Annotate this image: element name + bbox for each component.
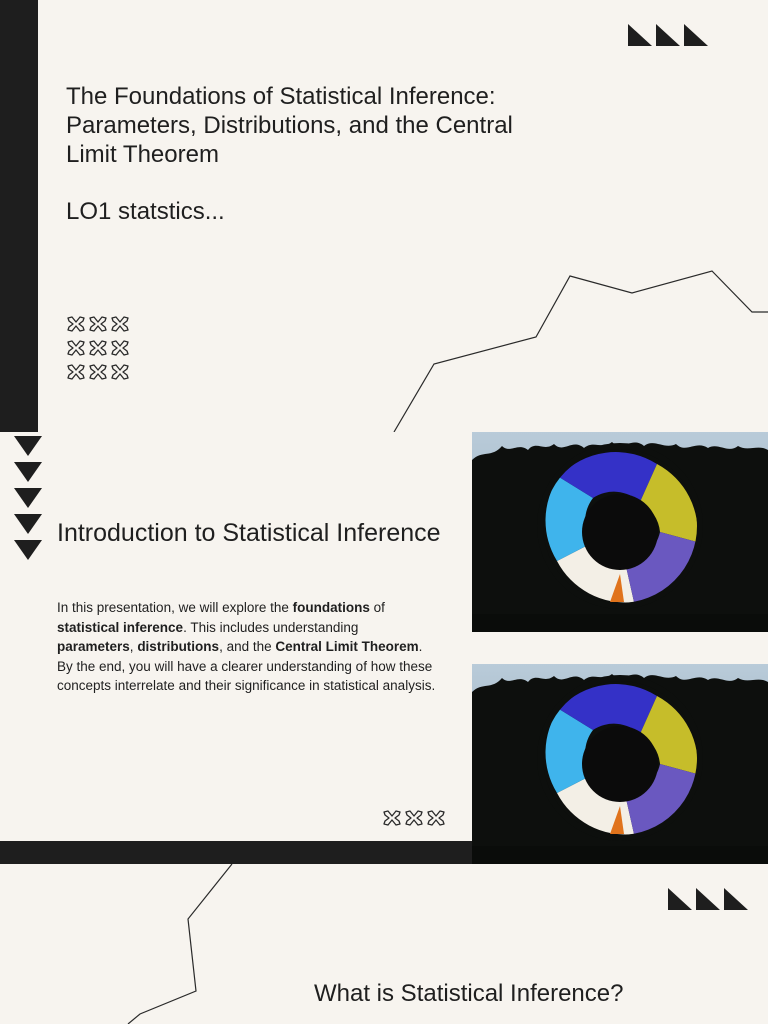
slide-title-3: What is Statistical Inference? xyxy=(314,980,624,1007)
paragraph-segment: Central Limit Theorem xyxy=(275,639,419,654)
paragraph-segment: of xyxy=(369,600,385,615)
slide-3 xyxy=(0,864,768,1024)
paragraph-segment: statistical inference xyxy=(57,619,184,635)
cross-mark-icon xyxy=(88,363,108,381)
cross-mark-icon xyxy=(88,315,108,333)
paragraph-segment: distributions xyxy=(137,639,220,654)
paragraph-segment: foundations xyxy=(292,600,370,615)
cross-mark-icon xyxy=(110,315,130,333)
paragraph-segment: In this presentation, we will explore the xyxy=(57,600,293,615)
cross-pattern-decoration xyxy=(66,315,132,387)
cross-mark-icon xyxy=(404,809,424,827)
cross-mark-icon xyxy=(382,809,402,827)
paragraph-segment: . This includes understanding xyxy=(183,619,359,635)
cross-mark-icon xyxy=(66,363,86,381)
slide-title: Introduction to Statistical Inference xyxy=(57,519,441,547)
paragraph-segment: . By the end, you will have a clearer understanding of how these concepts interrelate and their significance in statistical analysis. xyxy=(57,639,436,693)
cross-pattern-small-decoration xyxy=(382,809,448,833)
cross-mark-icon xyxy=(66,315,86,333)
triangles-decoration-2 xyxy=(668,888,748,910)
cross-mark-icon xyxy=(110,363,130,381)
down-triangles-decoration xyxy=(14,436,44,564)
color-wheel-photo xyxy=(472,432,768,632)
presentation-subtitle: LO1 statstics... xyxy=(66,198,225,225)
color-wheel-photo-2 xyxy=(472,664,768,864)
cross-mark-icon xyxy=(426,809,446,827)
slide-2 xyxy=(0,432,768,864)
paragraph-segment: , xyxy=(129,639,138,654)
cross-mark-icon xyxy=(88,339,108,357)
cross-mark-icon xyxy=(66,339,86,357)
paragraph-segment: parameters xyxy=(57,639,130,654)
intro-paragraph xyxy=(57,598,437,696)
paragraph-segment: , and the xyxy=(219,639,276,654)
bottom-accent-bar xyxy=(0,841,472,864)
presentation-title: The Foundations of Statistical Inference: Parameters, Distributions, and the Central Limit Theorem xyxy=(66,83,513,168)
slide-1 xyxy=(0,0,768,432)
cross-mark-icon xyxy=(110,339,130,357)
